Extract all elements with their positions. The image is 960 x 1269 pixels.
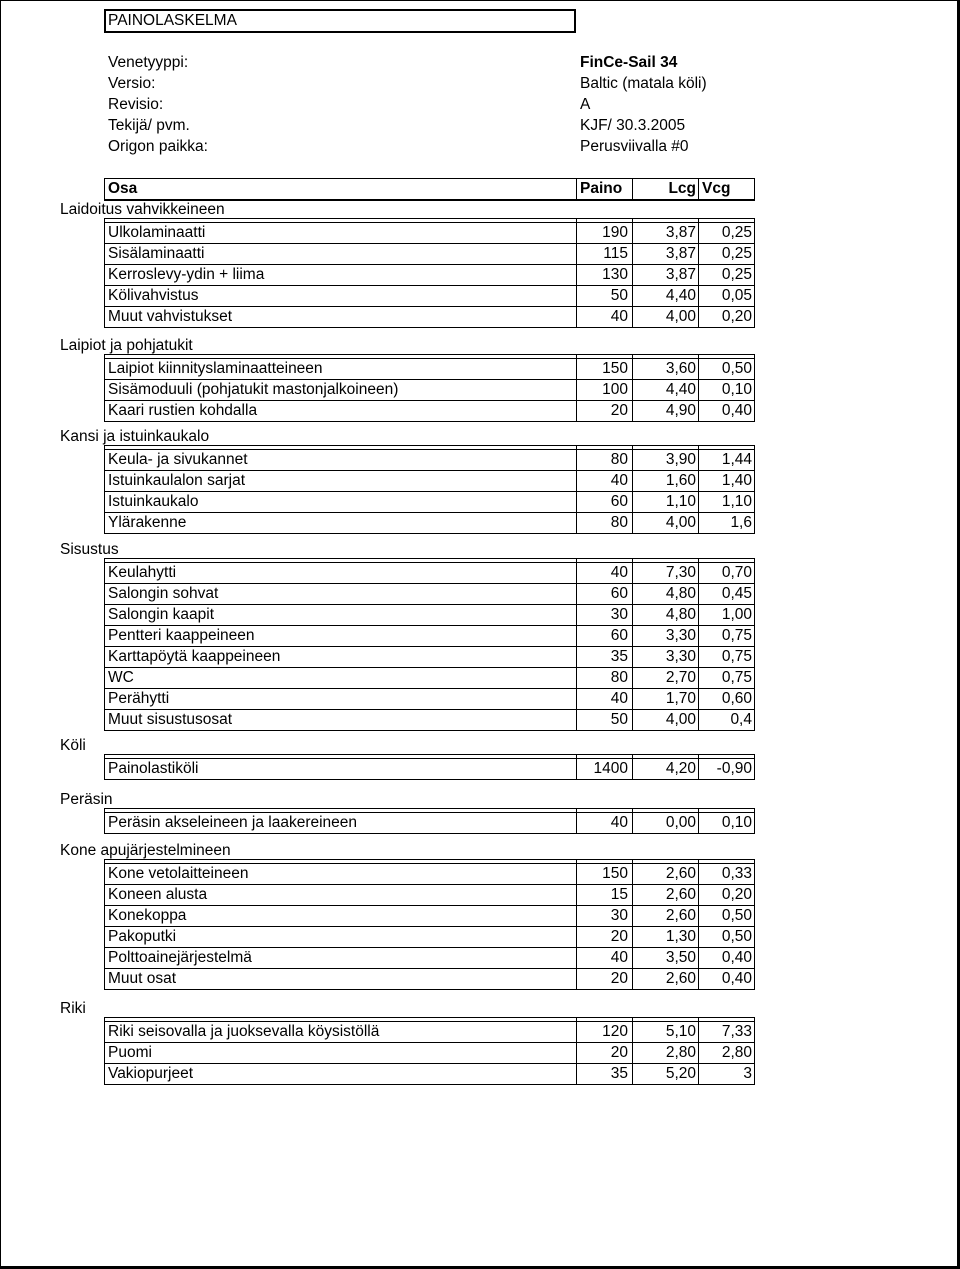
- grid-line: [754, 625, 755, 647]
- table-row-name: Koneen alusta: [108, 886, 208, 903]
- grid-line: [698, 178, 699, 200]
- table-row-name: Muut osat: [108, 970, 177, 987]
- grid-line: [104, 222, 755, 223]
- grid-line: [104, 379, 105, 401]
- group-label: Sisustus: [60, 541, 119, 558]
- cell-paino: 30: [610, 907, 628, 924]
- grid-line: [754, 562, 755, 584]
- table-row-name: Ylärakenne: [108, 514, 187, 531]
- table-row-name: Laipiot kiinnityslaminaatteineen: [108, 360, 323, 377]
- grid-line: [104, 968, 755, 969]
- grid-line: [754, 449, 755, 471]
- grid-line: [754, 863, 755, 885]
- grid-line: [104, 222, 105, 244]
- cell-lcg: 1,10: [665, 493, 696, 510]
- table-row-name: Pakoputki: [108, 928, 177, 945]
- grid-line: [104, 667, 755, 668]
- grid-line: [104, 926, 755, 927]
- cell-paino: 60: [610, 627, 628, 644]
- grid-line: [104, 688, 105, 710]
- grid-line: [104, 1063, 105, 1085]
- grid-line: [104, 533, 755, 534]
- cell-lcg: 4,00: [665, 308, 696, 325]
- cell-vcg: 0,20: [721, 886, 752, 903]
- cell-lcg: 4,40: [665, 381, 696, 398]
- cell-paino: 120: [602, 1023, 628, 1040]
- cell-paino: 40: [610, 308, 628, 325]
- meta-value: Perusviivalla #0: [580, 138, 689, 155]
- grid-line: [754, 688, 755, 710]
- grid-line: [104, 178, 105, 200]
- grid-line: [104, 491, 755, 492]
- cell-lcg: 1,70: [665, 690, 696, 707]
- grid-line: [754, 512, 755, 534]
- grid-line: [104, 1084, 755, 1085]
- meta-value: Baltic (matala köli): [580, 75, 707, 92]
- grid-line: [104, 688, 755, 689]
- group-label: Riki: [60, 1000, 86, 1017]
- grid-line: [104, 1042, 755, 1043]
- cell-vcg: 1,44: [721, 451, 752, 468]
- cell-vcg: 1,40: [721, 472, 752, 489]
- table-row-name: Muut sisustusosat: [108, 711, 233, 728]
- cell-paino: 40: [610, 564, 628, 581]
- cell-paino: 115: [603, 245, 628, 262]
- cell-paino: 100: [602, 381, 628, 398]
- group-label: Kansi ja istuinkaukalo: [60, 428, 210, 445]
- grid-line: [754, 400, 755, 422]
- cell-paino: 15: [610, 886, 628, 903]
- grid-line: [104, 358, 755, 359]
- grid-line: [104, 863, 105, 885]
- grid-line: [104, 512, 105, 534]
- grid-line: [104, 625, 105, 647]
- cell-paino: 40: [610, 949, 628, 966]
- grid-line: [754, 379, 755, 401]
- cell-vcg: 0,50: [721, 907, 752, 924]
- grid-line: [754, 709, 755, 731]
- grid-line: [104, 947, 105, 969]
- grid-line: [104, 400, 105, 422]
- cell-paino: 1400: [593, 760, 628, 777]
- table-row-name: Vakiopurjeet: [108, 1065, 194, 1082]
- cell-paino: 35: [610, 1065, 628, 1082]
- grid-line: [104, 421, 755, 422]
- grid-line: [104, 562, 105, 584]
- grid-line: [104, 709, 755, 710]
- cell-vcg: 0,50: [721, 928, 752, 945]
- cell-lcg: 3,87: [665, 224, 696, 241]
- group-separator: [104, 218, 755, 219]
- grid-line: [104, 583, 105, 605]
- cell-vcg: 3: [743, 1065, 752, 1082]
- grid-line: [754, 758, 755, 780]
- cell-vcg: 1,6: [730, 514, 752, 531]
- cell-lcg: 2,60: [665, 886, 696, 903]
- grid-line: [754, 306, 755, 328]
- cell-paino: 80: [610, 669, 628, 686]
- grid-line: [104, 400, 755, 401]
- grid-line: [104, 833, 755, 834]
- cell-vcg: 0,05: [721, 287, 752, 304]
- cell-lcg: 3,87: [665, 266, 696, 283]
- grid-line: [104, 1021, 755, 1022]
- grid-line: [104, 470, 105, 492]
- page-title: PAINOLASKELMA: [108, 12, 237, 29]
- cell-vcg: 0,75: [721, 648, 752, 665]
- grid-line: [104, 243, 755, 244]
- cell-lcg: 4,90: [665, 402, 696, 419]
- cell-lcg: 3,30: [665, 627, 696, 644]
- cell-lcg: 5,10: [665, 1023, 696, 1040]
- cell-lcg: 4,80: [665, 606, 696, 623]
- cell-vcg: 0,75: [721, 669, 752, 686]
- group-separator: [104, 808, 755, 809]
- meta-label: Origon paikka:: [108, 138, 208, 155]
- grid-line: [754, 1063, 755, 1085]
- grid-line: [104, 562, 755, 563]
- grid-line: [754, 243, 755, 265]
- cell-paino: 150: [602, 360, 628, 377]
- cell-vcg: 0,40: [721, 970, 752, 987]
- table-row-name: Salongin kaapit: [108, 606, 214, 623]
- group-label: Laipiot ja pohjatukit: [60, 337, 193, 354]
- cell-paino: 20: [610, 402, 628, 419]
- table-row-name: Ulkolaminaatti: [108, 224, 206, 241]
- table-row-name: Sisämoduuli (pohjatukit mastonjalkoineen): [108, 381, 399, 398]
- grid-line: [104, 449, 755, 450]
- column-header-vcg: Vcg: [702, 180, 731, 197]
- group-label: Laidoitus vahvikkeineen: [60, 201, 225, 218]
- grid-line: [104, 358, 105, 380]
- cell-lcg: 4,80: [665, 585, 696, 602]
- cell-paino: 50: [610, 287, 628, 304]
- grid-line: [104, 264, 755, 265]
- cell-lcg: 3,90: [665, 451, 696, 468]
- cell-paino: 80: [610, 514, 628, 531]
- cell-paino: 80: [610, 451, 628, 468]
- cell-paino: 40: [610, 690, 628, 707]
- grid-line: [104, 470, 755, 471]
- grid-line: [104, 327, 755, 328]
- meta-label: Versio:: [108, 75, 156, 92]
- grid-line: [754, 222, 755, 244]
- group-separator: [104, 354, 755, 355]
- table-row-name: Kaari rustien kohdalla: [108, 402, 258, 419]
- cell-lcg: 2,80: [665, 1044, 696, 1061]
- meta-label: Revisio:: [108, 96, 164, 113]
- group-label: Köli: [60, 737, 86, 754]
- meta-label: Tekijä/ pvm.: [108, 117, 190, 134]
- cell-lcg: 4,00: [665, 711, 696, 728]
- cell-vcg: 0,60: [721, 690, 752, 707]
- grid-line: [104, 604, 755, 605]
- grid-line: [754, 947, 755, 969]
- group-label: Peräsin: [60, 791, 113, 808]
- grid-line: [754, 285, 755, 307]
- grid-line: [104, 285, 755, 286]
- cell-paino: 50: [610, 711, 628, 728]
- cell-vcg: 0,10: [721, 381, 752, 398]
- column-header-paino: Paino: [580, 180, 623, 197]
- grid-line: [104, 604, 105, 626]
- cell-lcg: 2,60: [665, 865, 696, 882]
- group-separator: [104, 859, 755, 860]
- grid-line: [104, 758, 755, 759]
- cell-vcg: 0,50: [721, 360, 752, 377]
- grid-line: [104, 306, 105, 328]
- meta-value: FinCe-Sail 34: [580, 54, 678, 71]
- cell-vcg: 0,40: [721, 949, 752, 966]
- cell-paino: 190: [602, 224, 628, 241]
- grid-line: [104, 1021, 105, 1043]
- cell-paino: 35: [610, 648, 628, 665]
- grid-line: [104, 667, 105, 689]
- grid-line: [754, 905, 755, 927]
- cell-lcg: 3,60: [665, 360, 696, 377]
- cell-vcg: 1,00: [721, 606, 752, 623]
- cell-vcg: 0,4: [730, 711, 752, 728]
- cell-lcg: 7,30: [665, 564, 696, 581]
- table-row-name: WC: [108, 669, 134, 686]
- table-row-name: Konekoppa: [108, 907, 187, 924]
- grid-line: [104, 709, 105, 731]
- grid-line: [104, 625, 755, 626]
- table-row-name: Keula- ja sivukannet: [108, 451, 248, 468]
- table-row-name: Keulahytti: [108, 564, 177, 581]
- table-row-name: Peräsin akseleineen ja laakereineen: [108, 814, 358, 831]
- grid-line: [754, 1021, 755, 1043]
- cell-paino: 150: [602, 865, 628, 882]
- cell-lcg: 2,60: [665, 970, 696, 987]
- cell-paino: 60: [610, 493, 628, 510]
- meta-value: KJF/ 30.3.2005: [580, 117, 686, 134]
- table-row-name: Kerroslevy-ydin + liima: [108, 266, 265, 283]
- column-header-osa: Osa: [108, 180, 138, 197]
- cell-lcg: 3,50: [665, 949, 696, 966]
- grid-line: [104, 730, 755, 731]
- cell-lcg: 4,00: [665, 514, 696, 531]
- cell-paino: 20: [610, 970, 628, 987]
- grid-line: [754, 178, 755, 200]
- grid-line: [104, 285, 105, 307]
- grid-line: [754, 264, 755, 286]
- group-separator: [104, 558, 755, 559]
- grid-line: [754, 583, 755, 605]
- grid-line: [104, 779, 755, 780]
- group-label: Kone apujärjestelmineen: [60, 842, 231, 859]
- grid-line: [754, 667, 755, 689]
- cell-paino: 30: [610, 606, 628, 623]
- cell-paino: 20: [610, 1044, 628, 1061]
- grid-line: [104, 884, 105, 906]
- cell-vcg: 2,80: [721, 1044, 752, 1061]
- grid-line: [754, 884, 755, 906]
- cell-paino: 40: [610, 814, 628, 831]
- group-separator: [104, 445, 755, 446]
- meta-value: A: [580, 96, 591, 113]
- grid-line: [754, 968, 755, 990]
- grid-line: [104, 379, 755, 380]
- grid-line: [104, 306, 755, 307]
- grid-line: [104, 512, 755, 513]
- cell-paino: 60: [610, 585, 628, 602]
- grid-line: [754, 926, 755, 948]
- table-row-name: Istuinkaukalo: [108, 493, 199, 510]
- table-row-name: Sisälaminaatti: [108, 245, 205, 262]
- grid-line: [104, 968, 105, 990]
- grid-line: [104, 884, 755, 885]
- grid-line: [104, 812, 105, 834]
- cell-paino: 20: [610, 928, 628, 945]
- grid-line: [754, 470, 755, 492]
- grid-line: [104, 243, 105, 265]
- grid-line: [104, 264, 105, 286]
- cell-lcg: 3,30: [665, 648, 696, 665]
- table-row-name: Puomi: [108, 1044, 152, 1061]
- grid-line: [754, 358, 755, 380]
- cell-vcg: 7,33: [721, 1023, 752, 1040]
- table-row-name: Perähytti: [108, 690, 170, 707]
- grid-line: [104, 646, 105, 668]
- grid-line: [104, 758, 105, 780]
- cell-paino: 130: [602, 266, 628, 283]
- grid-line: [104, 905, 105, 927]
- grid-line: [104, 583, 755, 584]
- cell-vcg: 1,10: [721, 493, 752, 510]
- grid-line: [754, 604, 755, 626]
- grid-line: [104, 989, 755, 990]
- cell-lcg: 1,30: [665, 928, 696, 945]
- cell-vcg: 0,25: [721, 266, 752, 283]
- cell-lcg: 2,60: [665, 907, 696, 924]
- table-row-name: Polttoainejärjestelmä: [108, 949, 252, 966]
- table-row-name: Kone vetolaitteineen: [108, 865, 249, 882]
- grid-line: [754, 1042, 755, 1064]
- cell-lcg: 2,70: [665, 669, 696, 686]
- cell-vcg: 0,10: [721, 814, 752, 831]
- table-row-name: Painolastiköli: [108, 760, 199, 777]
- grid-line: [104, 812, 755, 813]
- cell-vcg: 0,25: [721, 224, 752, 241]
- cell-vcg: 0,40: [721, 402, 752, 419]
- cell-vcg: 0,25: [721, 245, 752, 262]
- grid-line: [104, 1063, 755, 1064]
- cell-vcg: -0,90: [716, 760, 752, 777]
- cell-paino: 40: [610, 472, 628, 489]
- column-header-lcg: Lcg: [668, 180, 696, 197]
- cell-lcg: 5,20: [665, 1065, 696, 1082]
- table-row-name: Karttapöytä kaappeineen: [108, 648, 281, 665]
- table-row-name: Muut vahvistukset: [108, 308, 233, 325]
- grid-line: [104, 905, 755, 906]
- table-row-name: Riki seisovalla ja juoksevalla köysistöllä: [108, 1023, 380, 1040]
- cell-vcg: 0,75: [721, 627, 752, 644]
- grid-line: [104, 926, 105, 948]
- grid-line: [754, 491, 755, 513]
- table-row-name: Istuinkaulalon sarjat: [108, 472, 245, 489]
- cell-vcg: 0,33: [721, 865, 752, 882]
- grid-line: [104, 178, 755, 179]
- cell-lcg: 3,87: [665, 245, 696, 262]
- meta-label: Venetyyppi:: [108, 54, 189, 71]
- group-separator: [104, 1017, 755, 1018]
- table-row-name: Kölivahvistus: [108, 287, 199, 304]
- cell-vcg: 0,70: [721, 564, 752, 581]
- grid-line: [104, 449, 105, 471]
- table-row-name: Salongin sohvat: [108, 585, 219, 602]
- grid-line: [104, 947, 755, 948]
- grid-line: [104, 491, 105, 513]
- grid-line: [754, 646, 755, 668]
- grid-line: [104, 1042, 105, 1064]
- grid-line: [754, 812, 755, 834]
- cell-lcg: 4,20: [665, 760, 696, 777]
- cell-lcg: 0,00: [665, 814, 696, 831]
- cell-lcg: 1,60: [665, 472, 696, 489]
- grid-line: [104, 863, 755, 864]
- cell-vcg: 0,45: [721, 585, 752, 602]
- cell-vcg: 0,20: [721, 308, 752, 325]
- cell-lcg: 4,40: [665, 287, 696, 304]
- table-row-name: Pentteri kaappeineen: [108, 627, 255, 644]
- group-separator: [104, 754, 755, 755]
- grid-line: [104, 646, 755, 647]
